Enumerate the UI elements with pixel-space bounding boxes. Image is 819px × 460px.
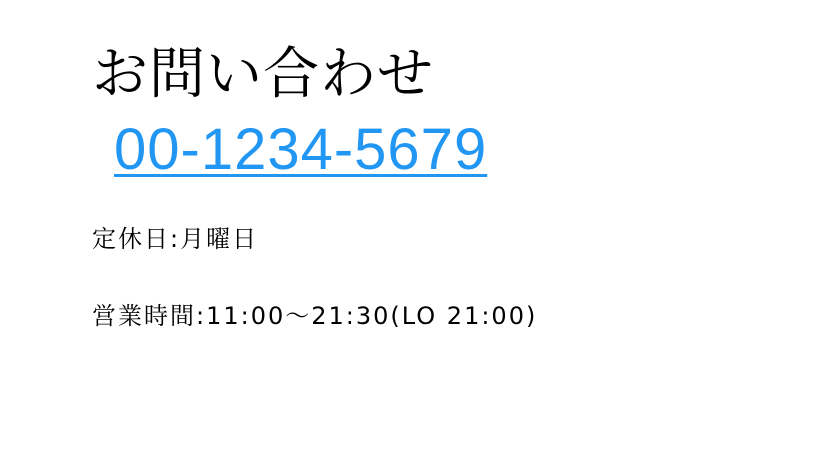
business-hours-text: 営業時間:11:00〜21:30(LO 21:00): [92, 302, 538, 331]
contact-section: [92, 44, 792, 331]
closed-day-text: 定休日:月曜日: [92, 225, 259, 254]
contact-title: お問い合わせ: [92, 42, 434, 107]
phone-number-link[interactable]: 00-1234-5679: [114, 116, 488, 182]
